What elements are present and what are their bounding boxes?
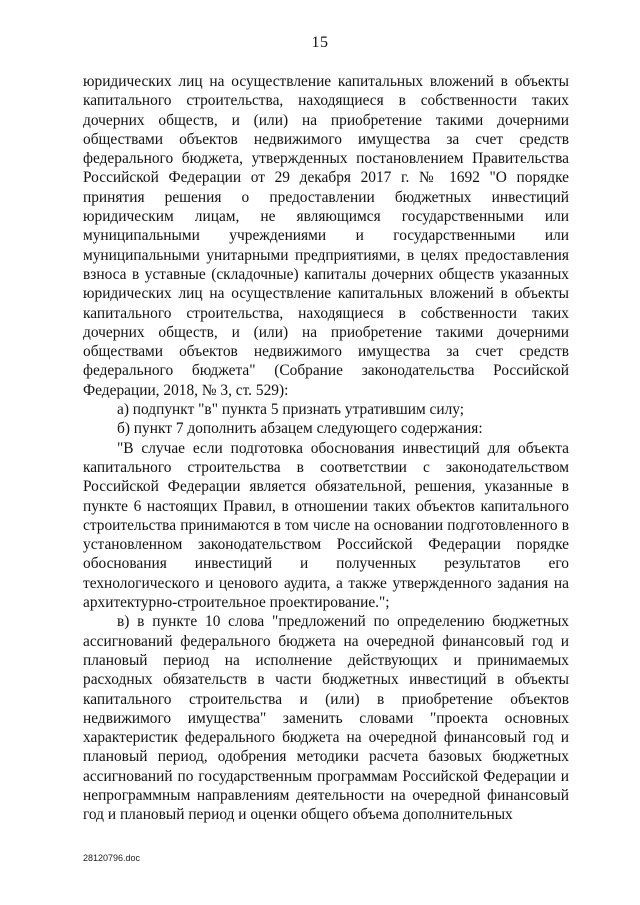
footer-document-code: 28120796.doc bbox=[83, 853, 141, 863]
document-body bbox=[83, 72, 569, 825]
page-number: 15 bbox=[311, 34, 329, 51]
paragraph-item-a: а) подпункт "в" пункта 5 признать утратившим силу; bbox=[117, 401, 465, 419]
paragraph-quoted-addition: "В случае если подготовка обоснования инвестиций для объекта капитального строительства в соответствии с законодательством Российской Федерации является обязательной, решения, указанные в пункте 6 настоящих Правил, в отношении таких объектов капитального строительства принимаются в том числе на основании подготовленного в установленном законодательством Российской Федерации порядке обоснования инвестиций и полученных результатов его технологического и ценового аудита, а также утвержденного задания на архитектурно-строительное проектирование."; bbox=[83, 439, 569, 612]
paragraph-continuation: юридических лиц на осуществление капитальных вложений в объекты капитального строительства, находящиеся в собственности таких дочерних обществ, и (или) на приобретение такими дочерними обществами объектов недвижимого имущества за счет средств федерального бюджета, утвержденных постановлением Правительства Российской Федерации от 29 декабря 2017 г. № 1692 "О порядке принятия решения о предоставлении бюджетных инвестиций юридическим лицам, не являющимся государственными или муниципальными учреждениями и государственными или муниципальными унитарными предприятиями, в целях предоставления взноса в уставные (складочные) капиталы дочерних обществ указанных юридических лиц на осуществление капитальных вложений в объекты капитального строительства, находящиеся в собственности таких дочерних обществ, и (или) на приобретение такими дочерними обществами объектов недвижимого имущества за счет средств федерального бюджета" (Собрание законодательства Российской Федерации, 2018, № 3, ст. 529): bbox=[83, 73, 569, 399]
paragraph-item-b: б) пункт 7 дополнить абзацем следующего содержания: bbox=[117, 420, 483, 438]
paragraph-item-v: в) в пункте 10 слова "предложений по определению бюджетных ассигнований федерального бюджета на очередной финансовый год и плановый период на исполнение действующих и принимаемых расходных обязательств в части бюджетных инвестиций в объекты капитального строительства и (или) в приобретение объектов недвижимого имущества" заменить словами "проекта основных характеристик федерального бюджета на очередной финансовый год и плановый период, одобрения методики расчета базовых бюджетных ассигнований по государственным программам Российской Федерации и непрограммным направлениям деятельности на очередной финансовый год и плановый период и оценки общего объема дополнительных bbox=[83, 613, 569, 824]
